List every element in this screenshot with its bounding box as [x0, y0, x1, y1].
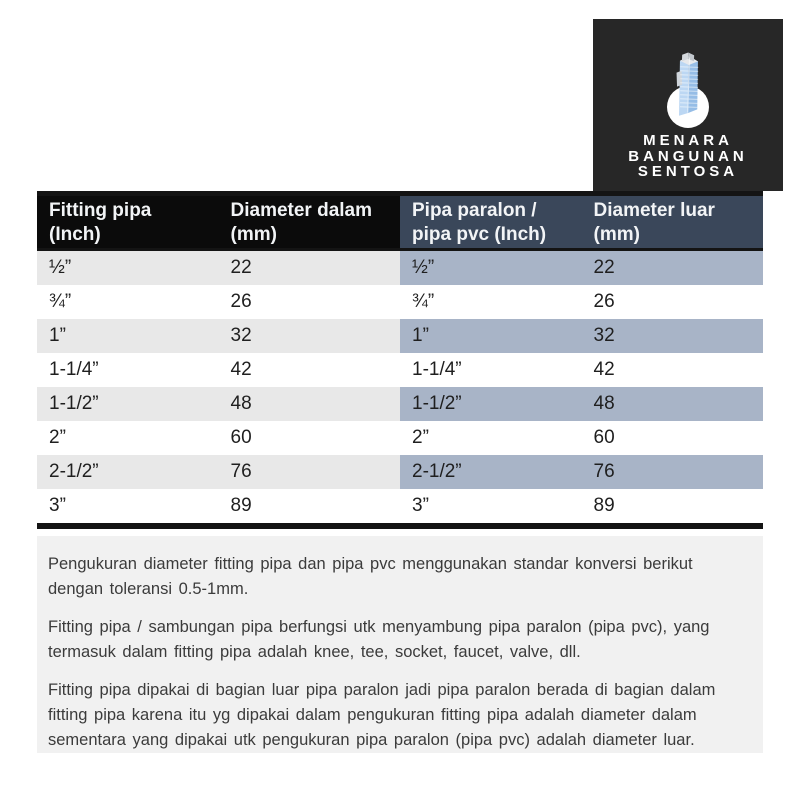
note-line: sementara yang dipakai utk pengukuran pipa paralon (pipa pvc) adalah diameter luar.: [48, 731, 695, 749]
note-paragraph-fitting-function: [48, 615, 753, 665]
table-row: [37, 421, 763, 455]
table-header-row: [37, 196, 763, 251]
logo-line-bangunan: BANGUNAN: [628, 147, 748, 165]
table-cell: 42: [230, 359, 252, 380]
table-row: [37, 387, 763, 421]
notes-panel: [37, 536, 763, 753]
table-cell: 26: [593, 291, 615, 312]
table-cell: ¾”: [49, 291, 72, 312]
table-cell: 3”: [412, 495, 429, 516]
note-line: Fitting pipa / sambungan pipa berfungsi utk menyambung pipa paralon (pipa pvc), yang: [48, 618, 710, 636]
table-row: [37, 319, 763, 353]
table-cell: 2”: [49, 427, 66, 448]
table-cell: 3”: [49, 495, 66, 516]
table-cell: 26: [230, 291, 252, 312]
note-paragraph-measurement-usage: [48, 678, 753, 753]
table-cell: 22: [219, 251, 401, 285]
logo-line-sentosa: SENTOSA: [637, 163, 739, 180]
table-row: [37, 455, 763, 489]
note-line: Pengukuran diameter fitting pipa dan pipa pvc menggunakan standar konversi berikut: [48, 555, 693, 573]
table-cell: ¾”: [412, 291, 435, 312]
table-cell: 2”: [412, 427, 429, 448]
company-logo: [593, 19, 783, 191]
table-row: [37, 489, 763, 523]
building-tower-icon: [657, 43, 719, 134]
table-cell: 1-1/4”: [49, 359, 99, 380]
note-line: fitting pipa karena itu yg dipakai dalam pengukuran fitting pipa adalah diameter dalam: [48, 706, 697, 724]
table-row: [37, 353, 763, 387]
col-header-diameter-luar: Diameter luar (mm): [582, 196, 764, 248]
col-header-pipa-paralon: Pipa paralon / pipa pvc (Inch): [400, 196, 582, 248]
table-cell: 42: [593, 359, 615, 380]
table-cell: 60: [230, 427, 252, 448]
table-cell: 1”: [400, 319, 582, 353]
note-paragraph-measurement-standard: [48, 552, 753, 602]
col-header-fitting-pipa: Fitting pipa (Inch): [37, 196, 219, 248]
note-line: dengan toleransi 0.5-1mm.: [48, 580, 249, 598]
table-cell: 1”: [37, 319, 219, 353]
col-header-diameter-dalam: Diameter dalam (mm): [219, 196, 401, 248]
table-cell: 48: [582, 387, 764, 421]
table-cell: 2-1/2”: [400, 455, 582, 489]
note-line: Fitting pipa dipakai di bagian luar pipa paralon jadi pipa paralon berada di bagian dalam: [48, 681, 716, 699]
logo-line-menara: MENARA: [643, 132, 733, 149]
table-cell: 89: [230, 495, 252, 516]
pipe-size-conversion-table: [37, 191, 763, 529]
table-cell: 1-1/2”: [400, 387, 582, 421]
table-cell: 60: [593, 427, 615, 448]
table-cell: 22: [582, 251, 764, 285]
table-cell: 76: [582, 455, 764, 489]
table-cell: 1-1/2”: [37, 387, 219, 421]
logo-wordmark: [593, 133, 783, 180]
table-cell: ½”: [400, 251, 582, 285]
table-cell: 1-1/4”: [412, 359, 462, 380]
table-row: [37, 285, 763, 319]
table-cell: 2-1/2”: [37, 455, 219, 489]
table-cell: ½”: [37, 251, 219, 285]
table-row: [37, 251, 763, 285]
table-cell: 48: [219, 387, 401, 421]
table-cell: 89: [593, 495, 615, 516]
table-bottom-border: [37, 523, 763, 529]
note-line: termasuk dalam fitting pipa adalah knee, tee, socket, faucet, valve, dll.: [48, 643, 581, 661]
table-cell: 32: [582, 319, 764, 353]
table-cell: 32: [219, 319, 401, 353]
table-cell: 76: [219, 455, 401, 489]
